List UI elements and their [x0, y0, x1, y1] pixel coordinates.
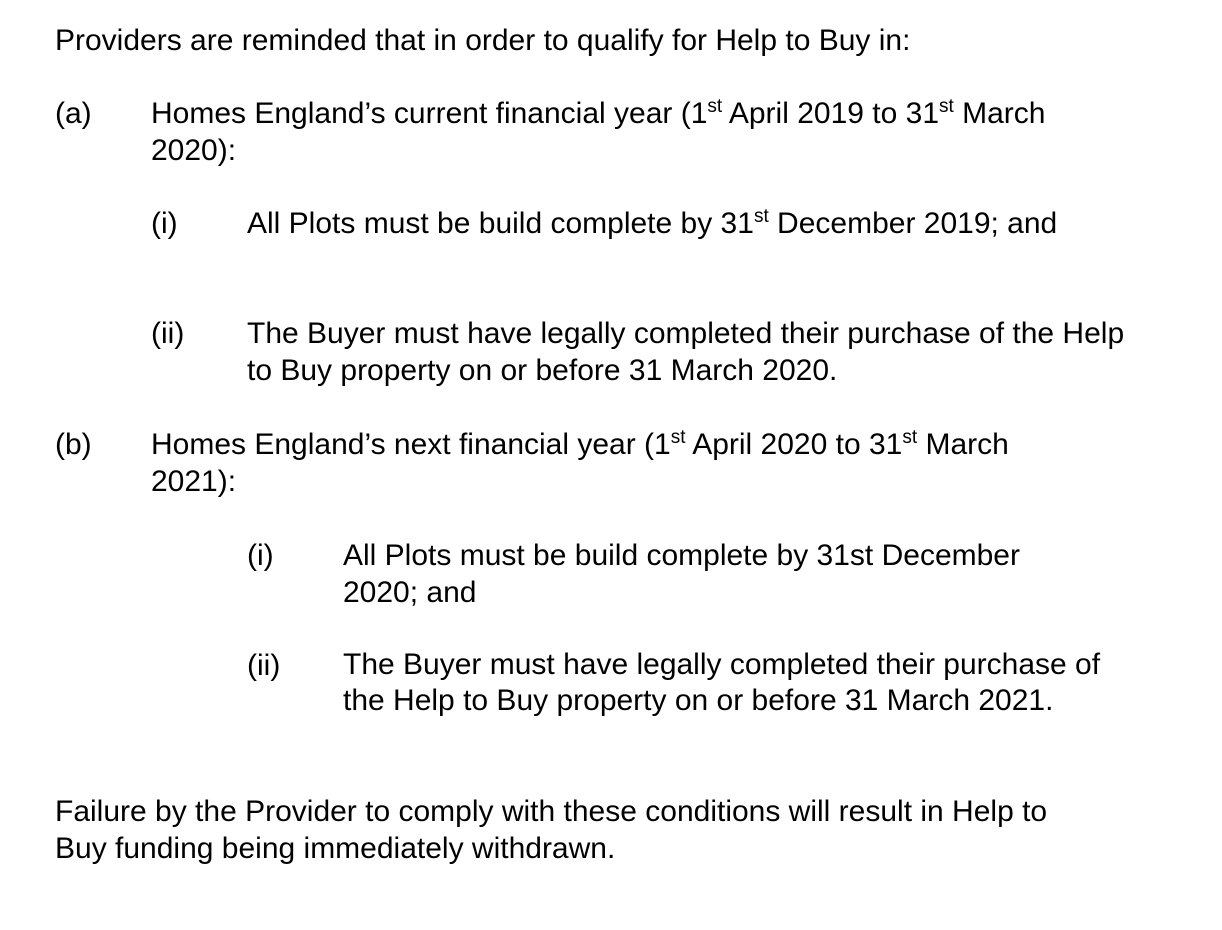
item-a-heading-part-2: April 2019 to 31 — [722, 97, 940, 130]
item-b-heading-part-2: April 2020 to 31 — [685, 428, 903, 461]
item-b-sub-i-text: All Plots must be build complete by 31st December 2020; and — [343, 539, 1020, 609]
intro-paragraph: Providers are reminded that in order to qualify for Help to Buy in: — [55, 24, 911, 57]
item-a-sub-i-text — [247, 205, 1077, 242]
item-b-sub-i-marker: (i) — [247, 539, 274, 572]
item-b-heading — [151, 426, 1091, 500]
item-b-ordinal-1: st — [670, 427, 686, 448]
item-a-sub-i-part-1: All Plots must be build complete by 31 — [247, 207, 754, 240]
item-a-sub-i-ordinal: st — [753, 206, 769, 227]
item-a-marker: (a) — [55, 97, 92, 130]
item-a-sub-ii-text: The Buyer must have legally completed their purchase of the Help to Buy property on or before 31 March 2020. — [247, 317, 1125, 387]
item-a-heading-part-1: Homes England’s current financial year (1 — [151, 97, 708, 130]
item-b-sub-ii-text: The Buyer must have legally completed their purchase of the Help to Buy property on or before 31 March 2021. — [343, 648, 1101, 717]
item-a-ordinal-1: st — [707, 96, 723, 117]
item-a-sub-ii-marker: (ii) — [151, 317, 185, 350]
item-b-heading-part-1: Homes England’s next financial year (1 — [151, 428, 671, 461]
item-a-ordinal-2: st — [939, 96, 954, 117]
item-a-sub-i-part-2: December 2019; and — [768, 207, 1058, 240]
item-b-marker: (b) — [55, 428, 92, 461]
item-b-ordinal-2: st — [902, 427, 918, 448]
item-a-heading-part-3: March 2020): — [151, 97, 1046, 167]
closing-paragraph: Failure by the Provider to comply with these conditions will result in Help to Buy funding being immediately withdrawn. — [55, 795, 1048, 865]
item-a-sub-i-marker: (i) — [151, 207, 178, 240]
item-b-heading-part-3: March 2021): — [151, 428, 1009, 498]
item-b-sub-ii-marker: (ii) — [247, 649, 281, 682]
item-a-heading — [151, 95, 1126, 169]
